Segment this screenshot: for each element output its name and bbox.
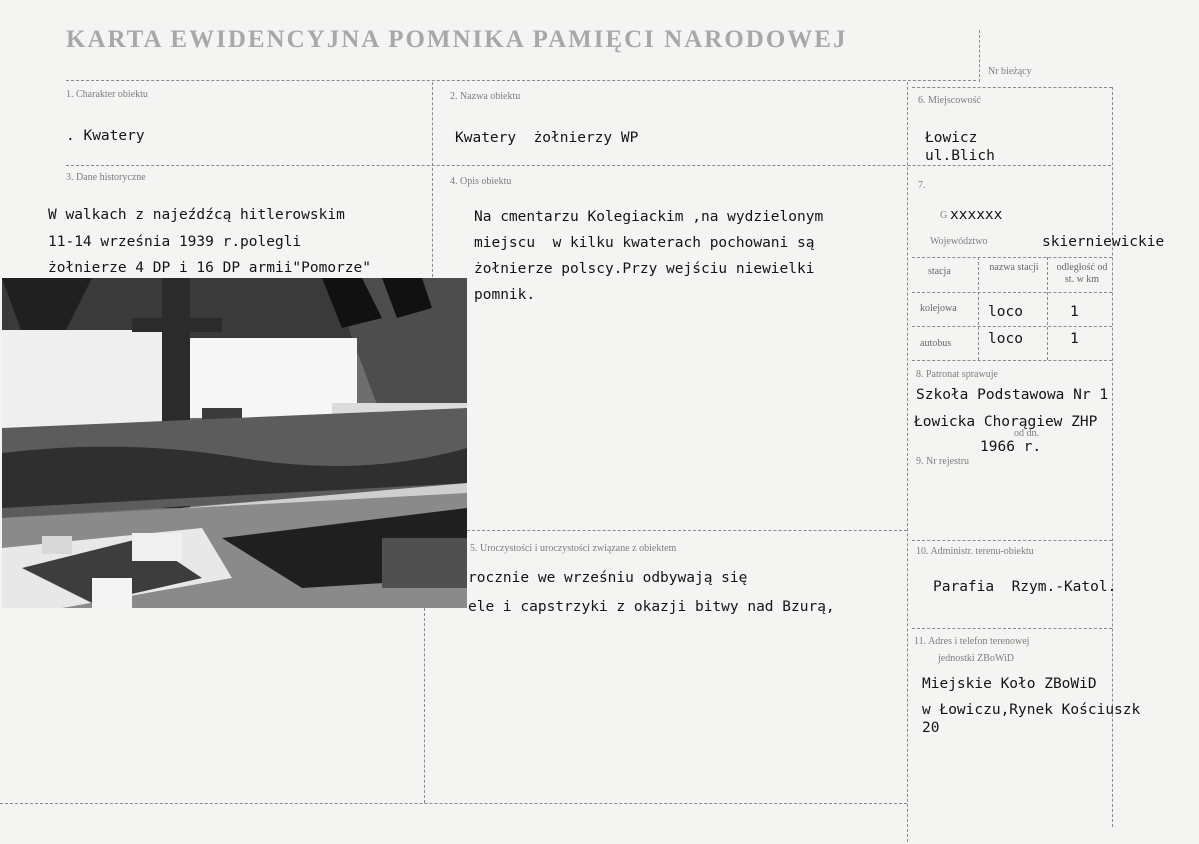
transport-header-station: stacja <box>928 266 951 277</box>
transport-header-name: nazwa stacji <box>989 262 1039 273</box>
wojewodztwo-label: Województwo <box>930 236 988 247</box>
field-8-line1: Szkoła Podstawowa Nr 1 <box>916 387 1109 403</box>
divider <box>912 540 1112 541</box>
field-3-line1: W walkach z najeźdźcą hitlerowskim <box>48 207 345 223</box>
field-9-label: 9. Nr rejestru <box>916 456 970 467</box>
divider <box>432 82 433 282</box>
divider <box>66 165 1111 166</box>
divider <box>912 360 1112 361</box>
divider <box>978 257 979 360</box>
field-8-label: 8. Patronat sprawuje <box>916 369 998 380</box>
transport-row-km: 1 <box>1070 331 1079 347</box>
divider <box>912 326 1112 327</box>
field-8-sub-label: od dn. <box>1014 428 1039 439</box>
field-11-label-2: jednostki ZBoWiD <box>938 653 1014 664</box>
field-5-label: 5. Uroczystości i uroczystości związane z obiektem <box>470 543 677 554</box>
field-3-label: 3. Dane historyczne <box>66 172 146 183</box>
gmina-value: xxxxxx <box>950 207 1003 223</box>
cemetery-photo <box>2 278 467 608</box>
cemetery-photo-image <box>2 278 467 608</box>
field-11-line1: Miejskie Koło ZBoWiD <box>922 676 1097 692</box>
field-5-line1: rocznie we wrześniu odbywają się <box>468 570 748 586</box>
divider <box>467 530 907 531</box>
field-4-line3: żołnierze polscy.Przy wejściu niewielki <box>474 261 815 277</box>
field-3-line3: żołnierze 4 DP i 16 DP armii"Pomorze" <box>48 260 372 276</box>
field-2-label: 2. Nazwa obiektu <box>450 91 521 102</box>
field-11-line2: w Łowiczu,Rynek Kościuszk <box>922 702 1141 718</box>
field-6-line1: Łowicz <box>925 130 978 146</box>
wojewodztwo-value: skierniewickie <box>1042 234 1165 250</box>
field-7-label: 7. <box>918 180 926 191</box>
divider <box>66 80 976 81</box>
divider <box>912 292 1112 293</box>
field-10-value: Parafia Rzym.-Katol. <box>933 579 1117 595</box>
transport-header-distance: odległość od st. w km <box>1056 262 1108 285</box>
field-1-label: 1. Charakter obiektu <box>66 89 148 100</box>
transport-row-km: 1 <box>1070 304 1079 320</box>
field-3-line2: 11-14 września 1939 r.polegli <box>48 234 302 250</box>
transport-row-type: kolejowa <box>920 303 957 314</box>
divider <box>912 87 1112 88</box>
field-2-value: Kwatery żołnierzy WP <box>455 130 639 146</box>
divider <box>907 82 908 842</box>
divider <box>979 30 980 82</box>
field-11-label: 11. Adres i telefon terenowej <box>914 636 1030 647</box>
card-title: KARTA EWIDENCYJNA POMNIKA PAMIĘCI NARODOWEJ <box>66 26 848 53</box>
divider <box>0 803 907 804</box>
nr-biezacy-label: Nr bieżący <box>988 66 1032 77</box>
divider <box>912 257 1112 258</box>
field-11-line3: 20 <box>922 720 940 736</box>
field-4-line4: pomnik. <box>474 287 536 303</box>
field-8-line2: Łowicka Chorągiew ZHP <box>914 414 1098 430</box>
transport-row-type: autobus <box>920 338 952 349</box>
field-6-line2: ul.Blich <box>925 148 995 164</box>
field-1-value: . Kwatery <box>66 128 145 144</box>
divider <box>912 628 1112 629</box>
field-4-label: 4. Opis obiektu <box>450 176 512 187</box>
field-8-year: 1966 r. <box>980 439 1042 455</box>
divider <box>424 608 425 803</box>
field-4-line1: Na cmentarzu Kolegiackim ,na wydzielonym <box>474 209 824 225</box>
gmina-label: G <box>940 210 948 221</box>
field-5-line2: ele i capstrzyki z okazji bitwy nad Bzurą, <box>468 599 835 615</box>
transport-row-name: loco <box>988 304 1023 320</box>
field-6-label: 6. Miejscowość <box>918 95 981 106</box>
field-10-label: 10. Administr. terenu-obiektu <box>916 546 1034 557</box>
divider <box>1047 257 1048 360</box>
transport-row-name: loco <box>988 331 1023 347</box>
field-4-line2: miejscu w kilku kwaterach pochowani są <box>474 235 815 251</box>
